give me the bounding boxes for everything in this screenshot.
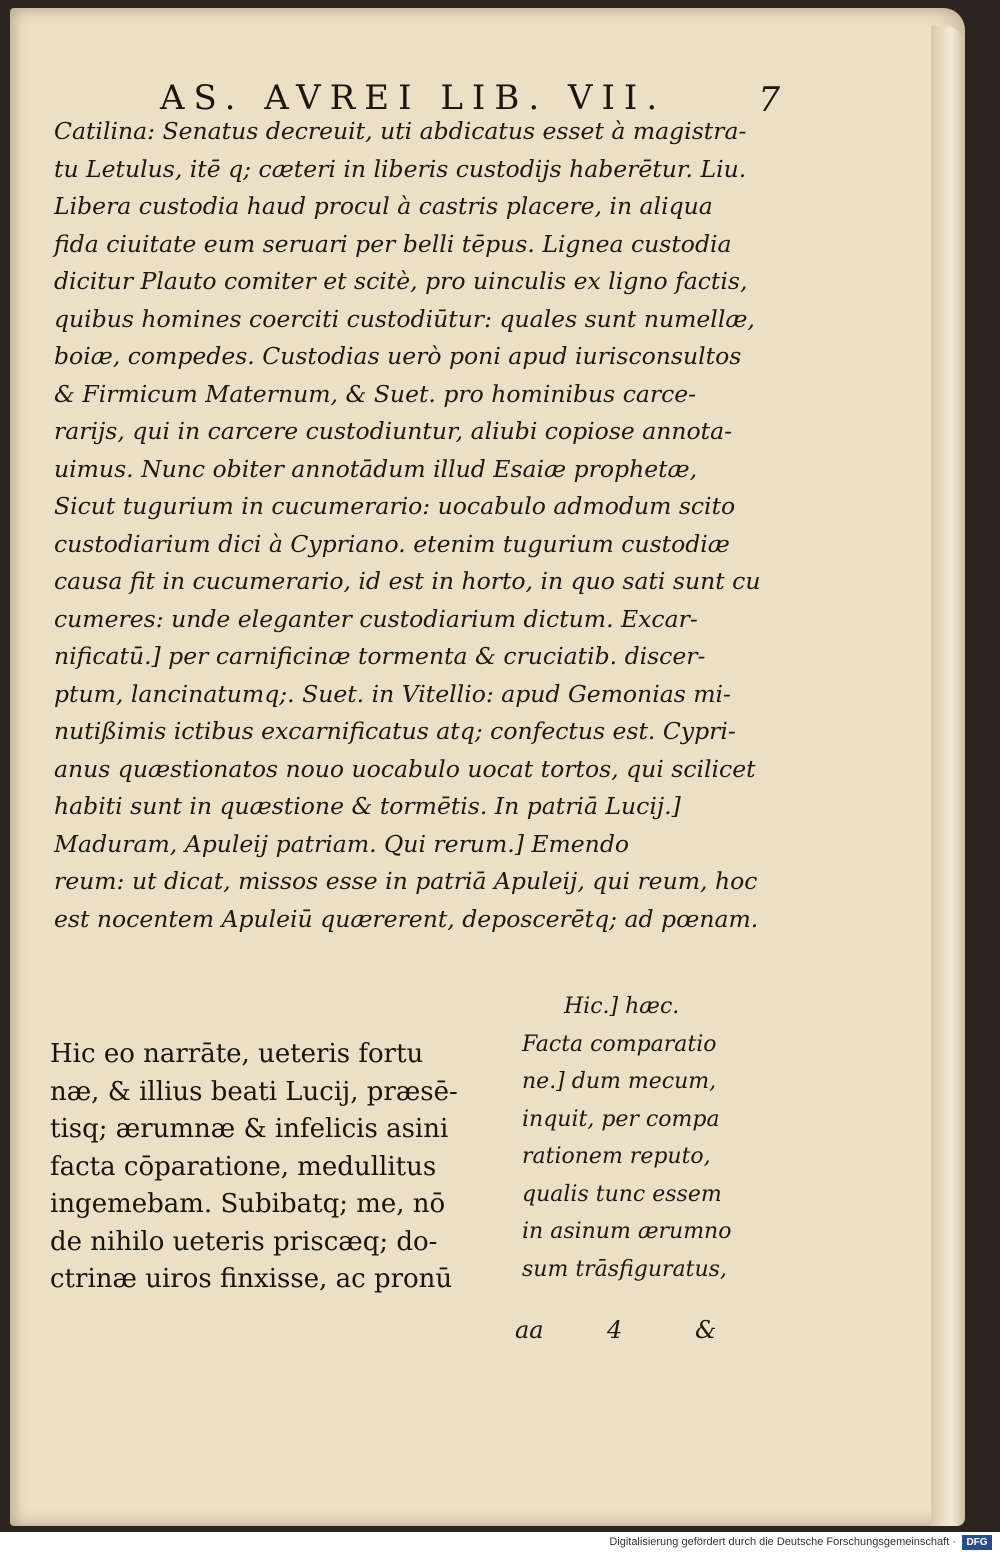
commentary-line: Sicut tugurium in cucumerario: uocabulo admodum scito [54, 492, 736, 520]
running-head [160, 78, 780, 118]
commentary-line: & Firmicum Maternum, & Suet. pro hominibus carce- [54, 379, 697, 408]
side-note-line: ne.] dum mecum, [522, 1069, 717, 1094]
commentary-line: Maduram, Apuleij patriam. Qui rerum.] Emendo [54, 829, 630, 858]
side-note-line: Hic.] hæc. [564, 994, 680, 1019]
commentary-line: fida ciuitate eum seruari per belli tēpus. Lignea custodia [54, 229, 732, 258]
commentary-line: est nocentem Apuleiū quærerent, deposcerētq; ad pœnam. [54, 904, 759, 933]
side-note-line: inquit, per compa [522, 1106, 720, 1132]
commentary-line: nutißimis ictibus excarnificatus atq; confectus est. Cypri- [54, 717, 736, 745]
running-title: AS. AVREI LIB. VII. [160, 78, 667, 118]
commentary-line: habiti sunt in quæstione & tormētis. In patriā Lucij.] [54, 792, 681, 820]
commentary-line: rarijs, qui in carcere custodiuntur, aliubi copiose annota- [54, 417, 733, 445]
commentary-line: boiæ, compedes. Custodias uerò poni apud iurisconsultos [54, 342, 742, 370]
dfg-logo-icon: DFG [962, 1535, 992, 1550]
main-text-line: tisq; ærumnæ & infelicis asini [50, 1114, 449, 1144]
main-text-line: Hic eo narrāte, ueteris fortu [50, 1039, 424, 1069]
commentary-line: quibus homines coerciti custodiūtur: quales sunt numellæ, [54, 304, 755, 333]
side-note-line: Facta comparatio [522, 1031, 717, 1057]
commentary-line: uimus. Nunc obiter annotādum illud Esaiæ prophetæ, [54, 454, 698, 483]
page-edge [931, 26, 965, 1526]
footer-bar [0, 1532, 1000, 1554]
marginal-notes [522, 988, 762, 1288]
commentary-line: ptum, lancinatumq;. Suet. in Vitellio: apud Gemonias mi- [54, 679, 731, 708]
commentary-block [54, 113, 764, 938]
folio-number: 7 [758, 80, 780, 120]
signature-mark: aa [515, 1316, 544, 1344]
signature-line [515, 1316, 775, 1352]
side-note-line: qualis tunc essem [522, 1181, 722, 1207]
side-note-line: in asinum ærumno [522, 1219, 732, 1244]
catchword: & [695, 1316, 717, 1344]
commentary-line: Catilina: Senatus decreuit, uti abdicatus esset à magistra- [54, 117, 747, 145]
main-text-line: ingemebam. Subibatq; me, nō [50, 1189, 446, 1219]
commentary-line: causa fit in cucumerario, id est in horto, in quo sati sunt cu [54, 567, 761, 595]
main-text-block [50, 1036, 515, 1299]
main-text-line: de nihilo ueteris priscæq; do- [50, 1226, 438, 1257]
commentary-line: dicitur Plauto comiter et scitè, pro uinculis ex ligno factis, [54, 267, 748, 295]
signature-number: 4 [607, 1316, 623, 1344]
main-text-line: ctrinæ uiros finxisse, ac pronū [50, 1264, 453, 1294]
side-note-line: rationem reputo, [522, 1144, 711, 1169]
commentary-line: tu Letulus, itē q; cæteri in liberis custodijs haberētur. Liu. [54, 154, 747, 183]
main-text-line: næ, & illius beati Lucij, præsē- [50, 1076, 458, 1107]
commentary-line: custodiarium dici à Cypriano. etenim tugurium custodiæ [54, 529, 730, 558]
main-text-line: facta cōparatione, medullitus [50, 1151, 437, 1182]
commentary-line: cumeres: unde eleganter custodiarium dictum. Excar- [54, 604, 698, 633]
commentary-line: anus quæstionatos nouo uocabulo uocat tortos, qui scilicet [54, 754, 756, 783]
side-note-line: sum trāsfiguratus, [522, 1256, 727, 1282]
commentary-line: nificatū.] per carnificinæ tormenta & cruciatib. discer- [54, 642, 706, 670]
commentary-line: Libera custodia haud procul à castris placere, in aliqua [54, 192, 713, 220]
commentary-line: reum: ut dicat, missos esse in patriā Apuleij, qui reum, hoc [54, 867, 758, 895]
book-page [10, 8, 965, 1526]
funding-credit: Digitalisierung gefördert durch die Deutsche Forschungsgemeinschaft · [609, 1536, 956, 1548]
